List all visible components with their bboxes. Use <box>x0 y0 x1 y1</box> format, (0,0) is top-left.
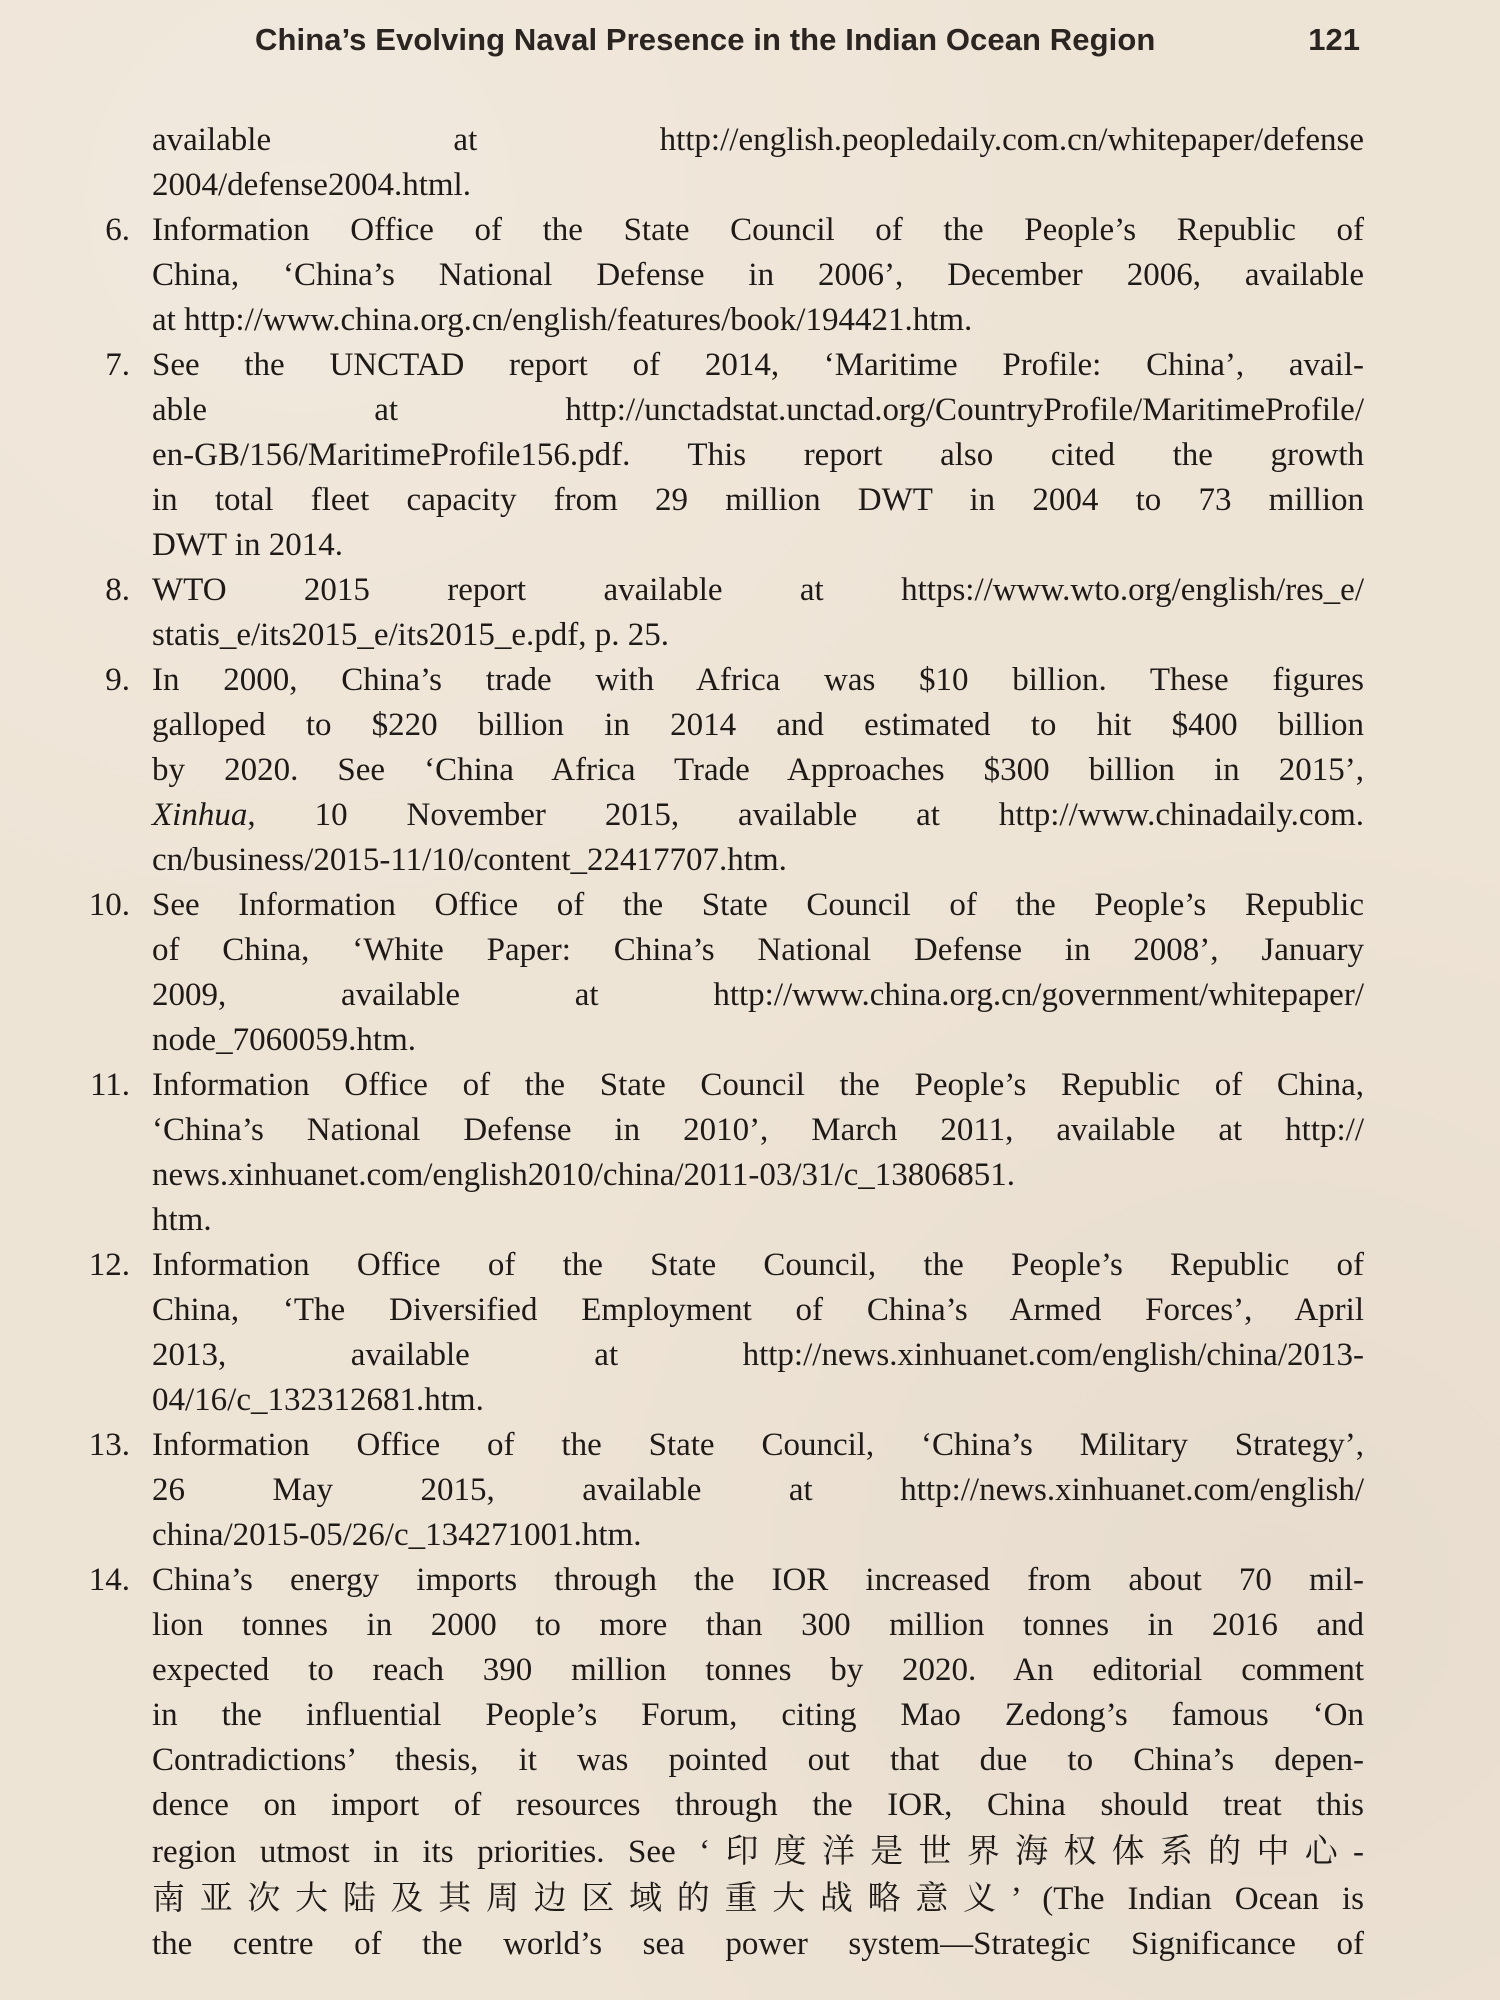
note-line: 2013, available at http://news.xinhuanet.com/english/china/2013- <box>152 1337 1364 1373</box>
page-number: 121 <box>1308 22 1360 57</box>
note-line: ‘China’s National Defense in 2010’, March 2011, available at http:// <box>152 1112 1364 1148</box>
note-line: Information Office of the State Council, ‘China’s Military Strategy’, <box>152 1427 1364 1463</box>
note-line: 26 May 2015, available at http://news.xinhuanet.com/english/ <box>152 1472 1364 1508</box>
note-line: the centre of the world’s sea power system—Strategic Significance of <box>152 1926 1364 1962</box>
running-header <box>250 20 1365 66</box>
endnote-14 <box>0 1558 1500 1967</box>
endnotes-list <box>0 118 1500 1967</box>
endnote-9 <box>0 658 1500 883</box>
endnote-6 <box>0 208 1500 343</box>
note-line: Contradictions’ thesis, it was pointed out that due to China’s depen- <box>152 1742 1364 1778</box>
note-line: 2004/defense2004.html. <box>152 167 471 203</box>
note-number: 12. <box>88 1247 130 1283</box>
note-line-chinese-title: region utmost in its priorities. See ‘印度洋是世界海权体系的中心- <box>152 1831 1364 1870</box>
note-line: of China, ‘White Paper: China’s National Defense in 2008’, January <box>152 932 1364 968</box>
note-line: DWT in 2014. <box>152 527 343 563</box>
note-line: See the UNCTAD report of 2014, ‘Maritime Profile: China’, avail- <box>152 347 1364 383</box>
note-line: by 2020. See ‘China Africa Trade Approaches $300 billion in 2015’, <box>152 752 1364 788</box>
note-line: 04/16/c_132312681.htm. <box>152 1382 484 1418</box>
note-line: htm. <box>152 1202 212 1238</box>
endnote-5-continuation <box>0 118 1500 208</box>
note-line: China, ‘China’s National Defense in 2006’, December 2006, available <box>152 257 1364 293</box>
note-line: China’s energy imports through the IOR increased from about 70 mil- <box>152 1562 1364 1598</box>
note-line: in the influential People’s Forum, citing Mao Zedong’s famous ‘On <box>152 1697 1364 1733</box>
note-number: 6. <box>105 212 130 248</box>
endnote-13 <box>0 1423 1500 1558</box>
note-line: China, ‘The Diversified Employment of China’s Armed Forces’, April <box>152 1292 1364 1328</box>
note-line-chinese-title: 南亚次大陆及其周边区域的重大战略意义’ (The Indian Ocean is <box>152 1878 1365 1917</box>
note-line-italic-source: Xinhua, 10 November 2015, available at http://www.chinadaily.com. <box>152 797 1364 833</box>
note-line: In 2000, China’s trade with Africa was $10 billion. These figures <box>152 662 1364 698</box>
note-line: See Information Office of the State Council of the People’s Republic <box>152 887 1364 923</box>
note-line: en-GB/156/MaritimeProfile156.pdf. This report also cited the growth <box>152 437 1364 473</box>
note-line: node_7060059.htm. <box>152 1022 416 1058</box>
note-line: Information Office of the State Council the People’s Republic of China, <box>152 1067 1364 1103</box>
note-number: 7. <box>105 347 130 383</box>
note-line: able at http://unctadstat.unctad.org/CountryProfile/MaritimeProfile/ <box>152 392 1364 428</box>
note-line: china/2015-05/26/c_134271001.htm. <box>152 1517 642 1553</box>
endnote-10 <box>0 883 1500 1063</box>
note-line: lion tonnes in 2000 to more than 300 million tonnes in 2016 and <box>152 1607 1364 1643</box>
note-line: available at http://english.peopledaily.com.cn/whitepaper/defense <box>152 122 1364 158</box>
note-line: WTO 2015 report available at https://www.wto.org/english/res_e/ <box>152 572 1364 608</box>
note-number: 13. <box>88 1427 130 1463</box>
note-line: statis_e/its2015_e/its2015_e.pdf, p. 25. <box>152 617 669 653</box>
note-line: expected to reach 390 million tonnes by 2020. An editorial comment <box>152 1652 1364 1688</box>
note-line: news.xinhuanet.com/english2010/china/2011-03/31/c_13806851. <box>152 1157 1016 1193</box>
endnote-12 <box>0 1243 1500 1423</box>
endnote-8 <box>0 568 1500 658</box>
note-line: Information Office of the State Council, the People’s Republic of <box>152 1247 1364 1283</box>
endnote-11 <box>0 1063 1500 1243</box>
note-line: cn/business/2015-11/10/content_22417707.htm. <box>152 842 787 878</box>
note-number: 8. <box>105 572 130 608</box>
chapter-title: China’s Evolving Naval Presence in the Indian Ocean Region <box>255 22 1156 57</box>
note-line: dence on import of resources through the IOR, China should treat this <box>152 1787 1364 1823</box>
endnote-7 <box>0 343 1500 568</box>
note-line: Information Office of the State Council of the People’s Republic of <box>152 212 1364 248</box>
note-number: 11. <box>89 1067 130 1103</box>
note-line: 2009, available at http://www.china.org.cn/government/whitepaper/ <box>152 977 1364 1013</box>
note-number: 10. <box>88 887 130 923</box>
note-line: at http://www.china.org.cn/english/features/book/194421.htm. <box>152 302 973 338</box>
note-line: galloped to $220 billion in 2014 and estimated to hit $400 billion <box>152 707 1364 743</box>
note-line: in total fleet capacity from 29 million DWT in 2004 to 73 million <box>152 482 1364 518</box>
note-number: 14. <box>88 1562 130 1598</box>
note-number: 9. <box>105 662 130 698</box>
